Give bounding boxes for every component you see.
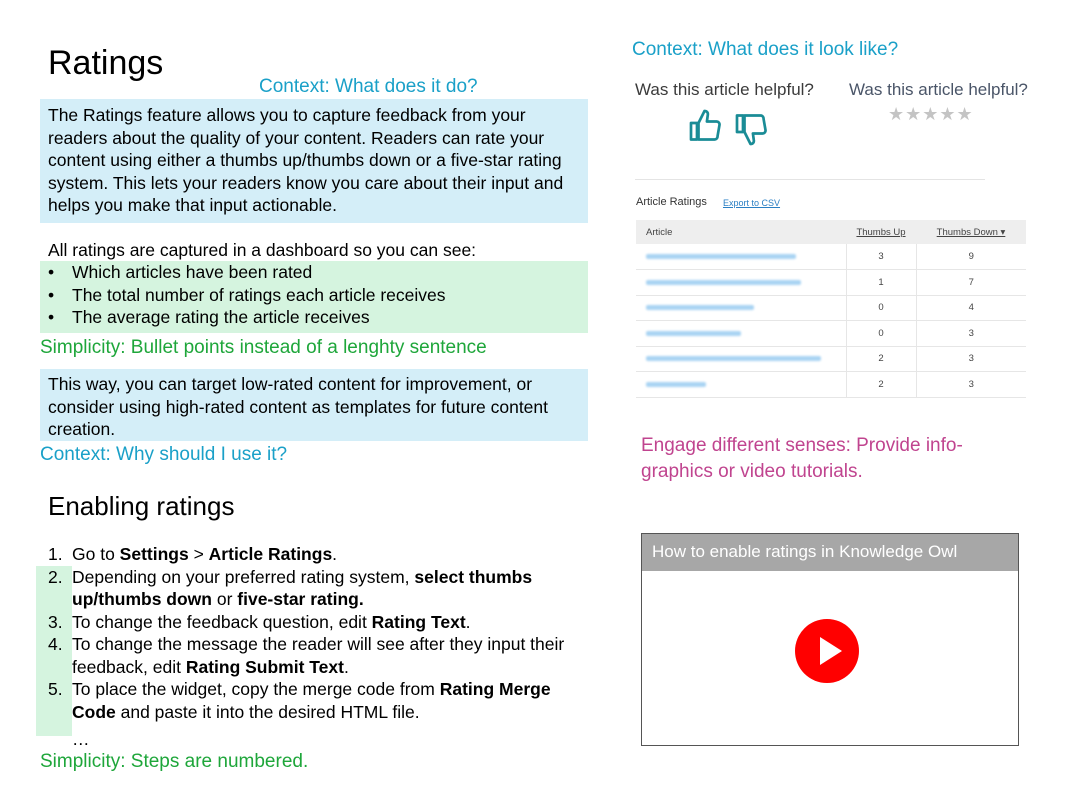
blurred-article-link[interactable] — [646, 254, 796, 259]
step-number: 4. — [48, 634, 63, 654]
step-number: 1. — [48, 544, 63, 564]
thumbs-down-count: 3 — [916, 372, 1026, 398]
table-row — [636, 372, 1026, 398]
thumbs-down-icon[interactable] — [734, 111, 770, 147]
article-cell[interactable] — [636, 346, 846, 372]
thumbs-down-count: 7 — [916, 270, 1026, 296]
table-row — [636, 244, 1026, 270]
thumbs-down-count: 3 — [916, 346, 1026, 372]
annotation-bullet-points: Simplicity: Bullet points instead of a lenghty sentence — [40, 337, 487, 358]
widget-question-stars: Was this article helpful? — [849, 80, 1028, 99]
step-item — [48, 611, 593, 634]
step-text: Article Ratings — [208, 544, 333, 564]
enabling-heading: Enabling ratings — [48, 491, 235, 521]
blurred-article-link[interactable] — [646, 280, 801, 285]
thumbs-down-count: 4 — [916, 295, 1026, 321]
step-text: To change the feedback question, edit — [72, 611, 372, 632]
list-item: • The average rating the article receives — [48, 307, 370, 327]
step-text: select thumbs up/thumbs down — [72, 566, 533, 609]
step-text: To place the widget, copy the merge code from — [72, 679, 440, 699]
annotation-what-does-it-look-like: Context: What does it look like? — [632, 39, 899, 60]
thumbs-up-icon[interactable] — [688, 108, 724, 144]
ratings-table-title: Article Ratings — [636, 196, 707, 208]
step-text: > — [188, 544, 209, 564]
step-item — [48, 633, 593, 678]
steps-list — [48, 543, 593, 723]
thumbs-down-count: 3 — [916, 321, 1026, 347]
thumbs-up-count: 2 — [846, 372, 916, 398]
article-cell[interactable] — [636, 244, 846, 270]
article-cell[interactable] — [636, 372, 846, 398]
step-text: . — [465, 611, 471, 632]
video-title-bar — [642, 534, 1018, 571]
table-row — [636, 321, 1026, 347]
bullet-glyph: • — [48, 307, 55, 327]
annotation-what-does-it-do: Context: What does it do? — [259, 76, 478, 97]
blurred-article-link[interactable] — [646, 331, 741, 336]
step-text: or — [211, 589, 238, 609]
step-text: Rating Text — [371, 611, 466, 632]
table-row — [636, 270, 1026, 296]
step-number: 3. — [48, 611, 63, 632]
thumbs-up-count: 1 — [846, 270, 916, 296]
bullet-glyph: • — [48, 284, 55, 305]
thumbs-up-count: 2 — [846, 346, 916, 372]
step-text: . — [343, 656, 349, 677]
thumbs-down-count: 9 — [916, 244, 1026, 270]
list-item: • Which articles have been rated — [48, 262, 313, 282]
thumbs-up-count: 0 — [846, 321, 916, 347]
blurred-article-link[interactable] — [646, 356, 821, 361]
annotation-why-use-it: Context: Why should I use it? — [40, 444, 288, 465]
video-title: How to enable ratings in Knowledge Owl — [652, 542, 958, 561]
blurred-article-link[interactable] — [646, 305, 754, 310]
annotation-steps-numbered: Simplicity: Steps are numbered. — [40, 751, 309, 772]
step-item — [48, 566, 593, 611]
blurred-article-link[interactable] — [646, 382, 706, 387]
step-text: and paste it into the desired HTML file. — [115, 701, 420, 722]
article-cell[interactable] — [636, 321, 846, 347]
thumbs-up-count: 0 — [846, 295, 916, 321]
list-item: • The total number of ratings each article receives — [48, 284, 446, 305]
page-title: Ratings — [48, 44, 164, 82]
ratings-table-body — [636, 244, 1026, 397]
column-header-thumbs-down[interactable]: Thumbs Down ▾ — [916, 220, 1026, 244]
table-row — [636, 295, 1026, 321]
step-text: Depending on your preferred rating system, — [72, 566, 415, 587]
bullet-list — [48, 261, 588, 329]
annotation-senses-line1: Engage different senses: Provide info- — [641, 435, 963, 456]
table-row — [636, 346, 1026, 372]
step-text: Rating Merge Code — [72, 679, 551, 722]
annotation-senses-line2: graphics or video tutorials. — [641, 461, 863, 482]
step-text: Go to — [72, 544, 120, 564]
step-text: . — [332, 544, 338, 564]
export-csv-link[interactable]: Export to CSV — [723, 198, 781, 208]
step-number: 2. — [48, 566, 63, 587]
step-item — [48, 678, 593, 723]
article-cell[interactable] — [636, 295, 846, 321]
column-header-thumbs-up[interactable]: Thumbs Up — [846, 220, 916, 244]
play-icon[interactable] — [795, 619, 859, 683]
article-cell[interactable] — [636, 270, 846, 296]
ratings-table — [636, 220, 1026, 398]
steps-ellipsis: … — [72, 729, 90, 749]
dashboard-lead-text: All ratings are captured in a dashboard so you can see: — [48, 240, 477, 260]
bullet-glyph: • — [48, 262, 55, 282]
step-text: five-star rating. — [237, 589, 364, 609]
play-triangle — [820, 637, 842, 665]
step-text: To change the message the reader will see after they input their feedback, edit — [72, 634, 565, 677]
outro-paragraph: This way, you can target low-rated content for improvement, or consider using high-rated content as templates for future content creation. — [48, 374, 549, 439]
column-header-article[interactable]: Article — [636, 220, 846, 244]
step-item — [48, 543, 593, 566]
thumbs-up-count: 3 — [846, 244, 916, 270]
intro-paragraph: The Ratings feature allows you to capture feedback from your readers about the quality of your content. Readers can rate your content using either a thumbs up/thumbs down or a five-star rating system. This lets your readers know you care about their input and helps you make that input actionable. — [48, 105, 564, 215]
step-text: Rating Submit Text — [185, 656, 344, 677]
video-player[interactable] — [641, 533, 1019, 746]
star-rating[interactable]: ★★★★★ — [888, 104, 974, 124]
widget-question-thumbs: Was this article helpful? — [635, 80, 814, 99]
step-text: Settings — [119, 544, 189, 564]
divider — [635, 179, 985, 180]
step-number: 5. — [48, 679, 63, 699]
